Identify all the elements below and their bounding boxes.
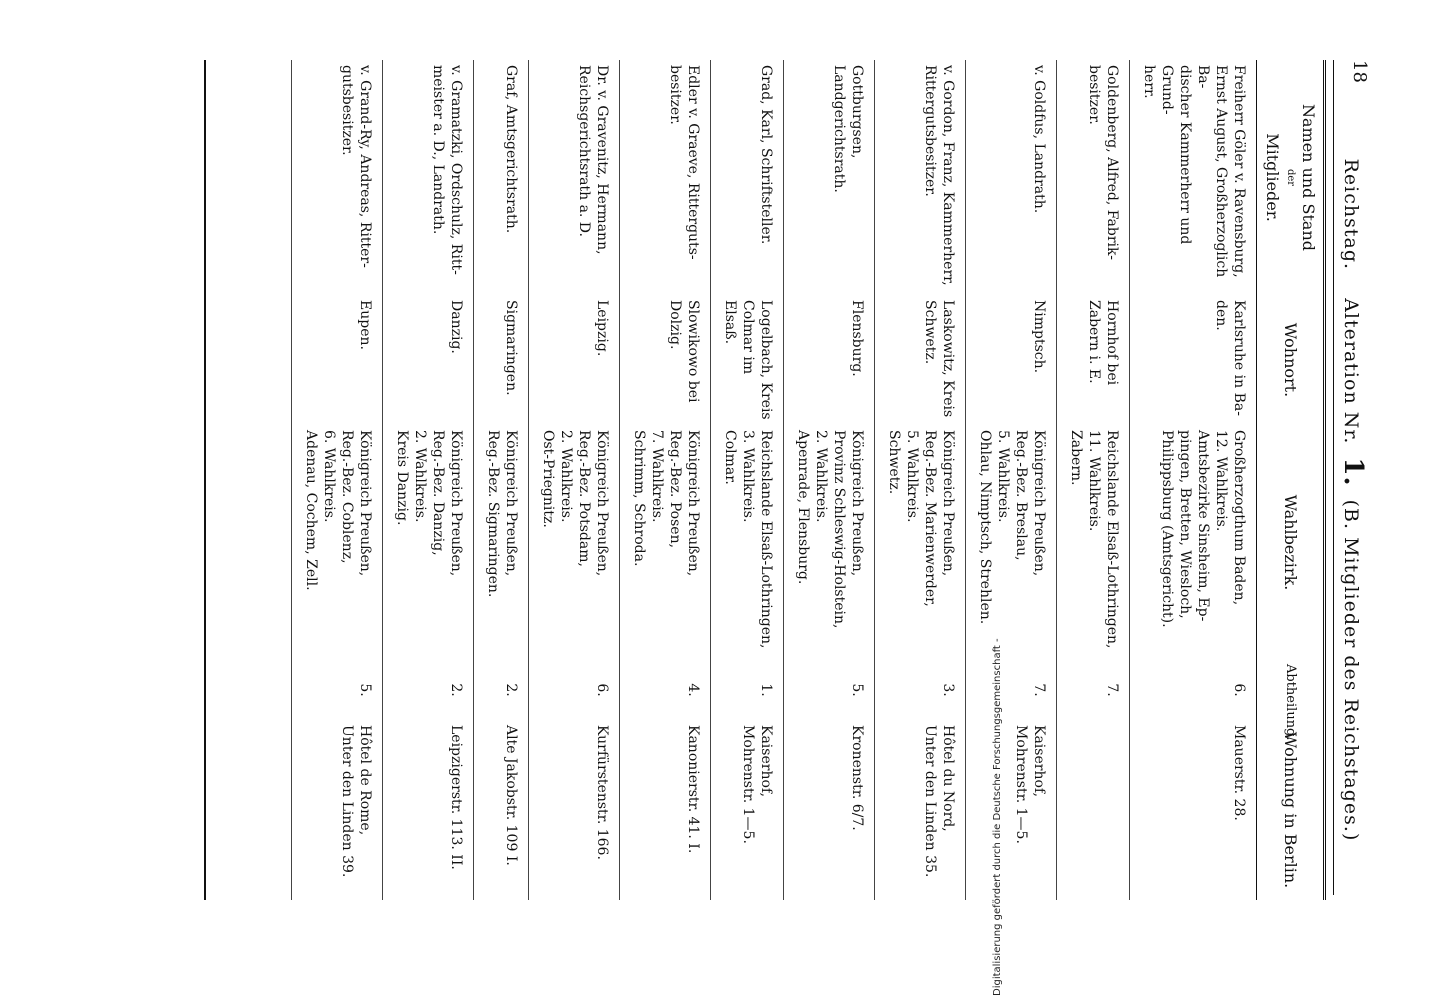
residence-line: Sigmaringen. — [503, 300, 519, 396]
district-line: Colmar. — [722, 430, 738, 485]
name-line: v. Grand-Ry, Andreas, Ritter- — [357, 65, 373, 268]
cell-district — [292, 425, 383, 660]
table-row — [1130, 60, 1257, 900]
cell-name — [966, 60, 1057, 295]
table-header-row — [1257, 60, 1325, 900]
cell-name — [529, 60, 620, 295]
district-line: Reg.-Bez. Coblenz, — [339, 430, 355, 564]
cell-berlin — [383, 720, 474, 900]
page-number: 18 — [1349, 60, 1370, 83]
district-line: 2. Wahlkreis. — [813, 430, 829, 523]
district-line: Adenau, Cochem, Zell. — [303, 430, 319, 591]
cell-section — [784, 660, 875, 720]
district-line: 2. Wahlkreis. — [412, 430, 428, 523]
table-row — [711, 60, 784, 900]
residence-line: Flensburg. — [849, 300, 865, 377]
district-line: Schwetz. — [886, 430, 902, 495]
cell-berlin — [966, 720, 1057, 900]
name-line: meister a. D., Landrath. — [430, 65, 446, 235]
district-line: 5. Wahlkreis. — [904, 430, 920, 523]
residence-line: den. — [1213, 300, 1229, 331]
section-value: 7. — [1031, 683, 1047, 697]
cell-residence — [875, 295, 966, 425]
cell-residence — [784, 295, 875, 425]
cell-residence — [966, 295, 1057, 425]
berlin-line: Unter den Linden 35. — [922, 725, 938, 878]
cell-section — [383, 660, 474, 720]
residence-line: Logelbach, Kreis — [758, 300, 774, 420]
name-line: v. Goldfus, Landrath. — [1031, 65, 1047, 214]
district-line: Reg.-Bez. Sigmaringen. — [485, 430, 501, 598]
cell-name — [711, 60, 784, 295]
berlin-line: Mauerstr. 28. — [1231, 725, 1247, 821]
running-head — [1338, 0, 1368, 1000]
residence-line: Nimptsch. — [1031, 300, 1047, 374]
header-berlin: Wohnung in Berlin. — [1257, 720, 1325, 900]
berlin-line: Hôtel du Nord, — [940, 725, 956, 832]
cell-district — [1130, 425, 1257, 660]
district-line: Reg.-Bez. Marienwerder, — [922, 430, 938, 607]
district-line: Königreich Preußen, — [357, 430, 373, 577]
cell-district — [966, 425, 1057, 660]
cell-district — [1057, 425, 1130, 660]
name-line: Rittergutsbesitzer. — [922, 65, 938, 197]
cell-district — [711, 425, 784, 660]
cell-district — [474, 425, 529, 660]
residence-line: Danzig. — [448, 300, 464, 354]
district-line: 5. Wahlkreis. — [995, 430, 1011, 523]
district-line: 6. Wahlkreis. — [321, 430, 337, 523]
name-line: gutsbesitzer. — [339, 65, 355, 156]
cell-name — [1130, 60, 1257, 295]
cell-section — [711, 660, 784, 720]
name-line: Dr. v. Gravenitz, Hermann, — [594, 65, 610, 255]
section-value: 6. — [1231, 683, 1247, 697]
table-row — [620, 60, 711, 900]
section-value: 3. — [940, 683, 956, 697]
residence-line: Slowikowo bei — [685, 300, 701, 403]
berlin-line: Mohrenstr. 1—5. — [740, 725, 756, 844]
table-row — [292, 60, 383, 900]
table-row — [875, 60, 966, 900]
table-row — [966, 60, 1057, 900]
cell-residence — [474, 295, 529, 425]
section-value: 7. — [1104, 683, 1120, 697]
cell-name — [292, 60, 383, 295]
cell-residence — [529, 295, 620, 425]
berlin-line: Kurfürstenstr. 166. — [594, 725, 610, 860]
cell-berlin — [620, 720, 711, 900]
cell-section — [1057, 660, 1130, 720]
running-head-left: Reichstag. — [1340, 158, 1362, 271]
district-line: Zabern. — [1068, 430, 1084, 486]
residence-line: Colmar im Elsaß. — [722, 300, 756, 375]
cell-residence — [383, 295, 474, 425]
district-line: Königreich Preußen, — [940, 430, 956, 577]
table-body — [292, 60, 1257, 900]
cell-berlin — [784, 720, 875, 900]
cell-district — [620, 425, 711, 660]
district-line: Kreis Danzig. — [394, 430, 410, 526]
district-line: Amtsbezirke Sinsheim, Ep- — [1195, 430, 1211, 622]
header-district: Wahlbezirk. — [1257, 425, 1325, 660]
cell-berlin — [474, 720, 529, 900]
name-line: v. Gramatzki, Ordschulz, Ritt- — [448, 65, 464, 275]
table-row — [383, 60, 474, 900]
berlin-line: Leipzigerstr. 113. II. — [448, 725, 464, 870]
bottom-rule — [204, 60, 206, 900]
residence-line: Dolzig. — [667, 300, 683, 350]
cell-name — [474, 60, 529, 295]
header-section: Abtheilung. — [1257, 660, 1325, 720]
district-line: Königreich Preußen, — [594, 430, 610, 577]
cell-section — [474, 660, 529, 720]
berlin-line: Kaiserhof, — [1031, 725, 1047, 798]
running-head-middle: Alteration Nr. — [1340, 298, 1362, 445]
berlin-line: Mohrenstr. 1—5. — [1013, 725, 1029, 844]
district-line: Reg.-Bez. Posen, — [667, 430, 683, 549]
berlin-line: Hôtel de Rome, — [357, 725, 373, 836]
table-row — [474, 60, 529, 900]
header-name: Namen und Stand der Mitglieder. — [1257, 60, 1325, 295]
name-line: Ernst August, Großherzoglich Ba- — [1195, 65, 1229, 278]
name-line: discher Kammerherr und Grund- — [1159, 65, 1193, 245]
members-table — [291, 60, 1326, 900]
residence-line: Hornhof bei — [1104, 300, 1120, 386]
residence-line: Schwetz. — [922, 300, 938, 365]
cell-section — [620, 660, 711, 720]
cell-district — [784, 425, 875, 660]
table-row — [1057, 60, 1130, 900]
cell-name — [383, 60, 474, 295]
section-value: 2. — [448, 683, 464, 697]
running-head-number: 1. — [1338, 457, 1368, 487]
cell-name — [1057, 60, 1130, 295]
residence-line: Laskowitz, Kreis — [940, 300, 956, 418]
cell-berlin — [292, 720, 383, 900]
cell-name — [784, 60, 875, 295]
cell-berlin — [711, 720, 784, 900]
residence-line: Leipzig. — [594, 300, 610, 357]
district-line: 12. Wahlkreis. — [1213, 430, 1229, 532]
table-row — [529, 60, 620, 900]
digitization-footer: Digitalisierung gefördert durch die Deutsche Forschungsgemeinschaft - — [992, 638, 1003, 996]
table-row — [784, 60, 875, 900]
district-line: Apenrade, Flensburg. — [795, 430, 811, 585]
cell-berlin — [529, 720, 620, 900]
name-line: Goldenberg, Alfred, Fabrik- — [1104, 65, 1120, 260]
district-line: Schrimm, Schroda. — [631, 430, 647, 567]
cell-residence — [711, 295, 784, 425]
cell-section — [1130, 660, 1257, 720]
district-line: Königreich Preußen, — [448, 430, 464, 577]
district-line: Königreich Preußen, — [849, 430, 865, 577]
cell-residence — [1130, 295, 1257, 425]
section-value: 5. — [357, 683, 373, 697]
header-residence: Wohnort. — [1257, 295, 1325, 425]
district-line: Ost-Priegnitz. — [540, 430, 556, 528]
district-line: Reichslande Elsaß-Lothringen, — [1104, 430, 1120, 649]
cell-residence — [620, 295, 711, 425]
residence-line: Karlsruhe in Ba- — [1231, 300, 1247, 416]
district-line: 7. Wahlkreis. — [649, 430, 665, 523]
name-line: Freiherr Göler v. Ravensburg, — [1231, 65, 1247, 278]
name-line: v. Gordon, Franz, Kammerherr, — [940, 65, 956, 286]
berlin-line: Unter den Linden 39. — [339, 725, 355, 878]
district-line: Königreich Preußen, — [1031, 430, 1047, 577]
district-line: pingen, Bretten, Wiesloch, — [1177, 430, 1193, 619]
section-value: 5. — [849, 683, 865, 697]
section-value: 2. — [503, 683, 519, 697]
name-line: Reichsgerichtsrath a. D. — [576, 65, 592, 237]
cell-residence — [292, 295, 383, 425]
district-line: Reg.-Bez. Danzig, — [430, 430, 446, 556]
name-line: Edler v. Graeve, Ritterguts- — [685, 65, 701, 260]
name-line: Grad, Karl, Schriftsteller. — [758, 65, 774, 245]
cell-section — [966, 660, 1057, 720]
name-line: besitzer. — [1086, 65, 1102, 125]
cell-name — [875, 60, 966, 295]
cell-name — [620, 60, 711, 295]
name-line: Graf, Amtsgerichtsrath. — [503, 65, 519, 234]
name-line: besitzer. — [667, 65, 683, 125]
top-rule — [1333, 60, 1334, 895]
cell-district — [383, 425, 474, 660]
district-line: Großherzogthum Baden, — [1231, 430, 1247, 606]
berlin-line: Alte Jakobstr. 109 I. — [503, 725, 519, 866]
cell-district — [875, 425, 966, 660]
district-line: 3. Wahlkreis. — [740, 430, 756, 523]
district-line: Provinz Schleswig-Holstein, — [831, 430, 847, 629]
cell-section — [529, 660, 620, 720]
cell-residence — [1057, 295, 1130, 425]
district-line: Reg.-Bez. Potsdam, — [576, 430, 592, 567]
cell-section — [875, 660, 966, 720]
district-line: Königreich Preußen, — [503, 430, 519, 577]
berlin-line: Kronenstr. 6/7. — [849, 725, 865, 831]
running-head-right: (B. Mitglieder des Reichstages.) — [1340, 499, 1362, 842]
cell-district — [529, 425, 620, 660]
district-line: Reg.-Bez. Breslau, — [1013, 430, 1029, 561]
cell-berlin — [875, 720, 966, 900]
cell-section — [292, 660, 383, 720]
district-line: Philippsburg (Amtsgericht). — [1159, 430, 1175, 628]
section-value: 4. — [685, 683, 701, 697]
district-line: 11. Wahlkreis. — [1086, 430, 1102, 532]
berlin-line: Kanonierstr. 41. I. — [685, 725, 701, 854]
cell-berlin — [1130, 720, 1257, 900]
cell-berlin — [1057, 720, 1130, 900]
section-value: 1. — [758, 683, 774, 697]
berlin-line: Kaiserhof, — [758, 725, 774, 798]
name-line: herr. — [1141, 65, 1157, 99]
district-line: Königreich Preußen, — [685, 430, 701, 577]
district-line: Reichslande Elsaß-Lothringen, — [758, 430, 774, 649]
section-value: 6. — [594, 683, 610, 697]
residence-line: Eupen. — [357, 300, 373, 350]
district-line: Ohlau, Nimptsch, Strehlen. — [977, 430, 993, 625]
residence-line: Zabern i. E. — [1086, 300, 1102, 384]
name-line: Gottburgsen, Landgerichtsrath. — [831, 65, 865, 193]
district-line: 2. Wahlkreis. — [558, 430, 574, 523]
